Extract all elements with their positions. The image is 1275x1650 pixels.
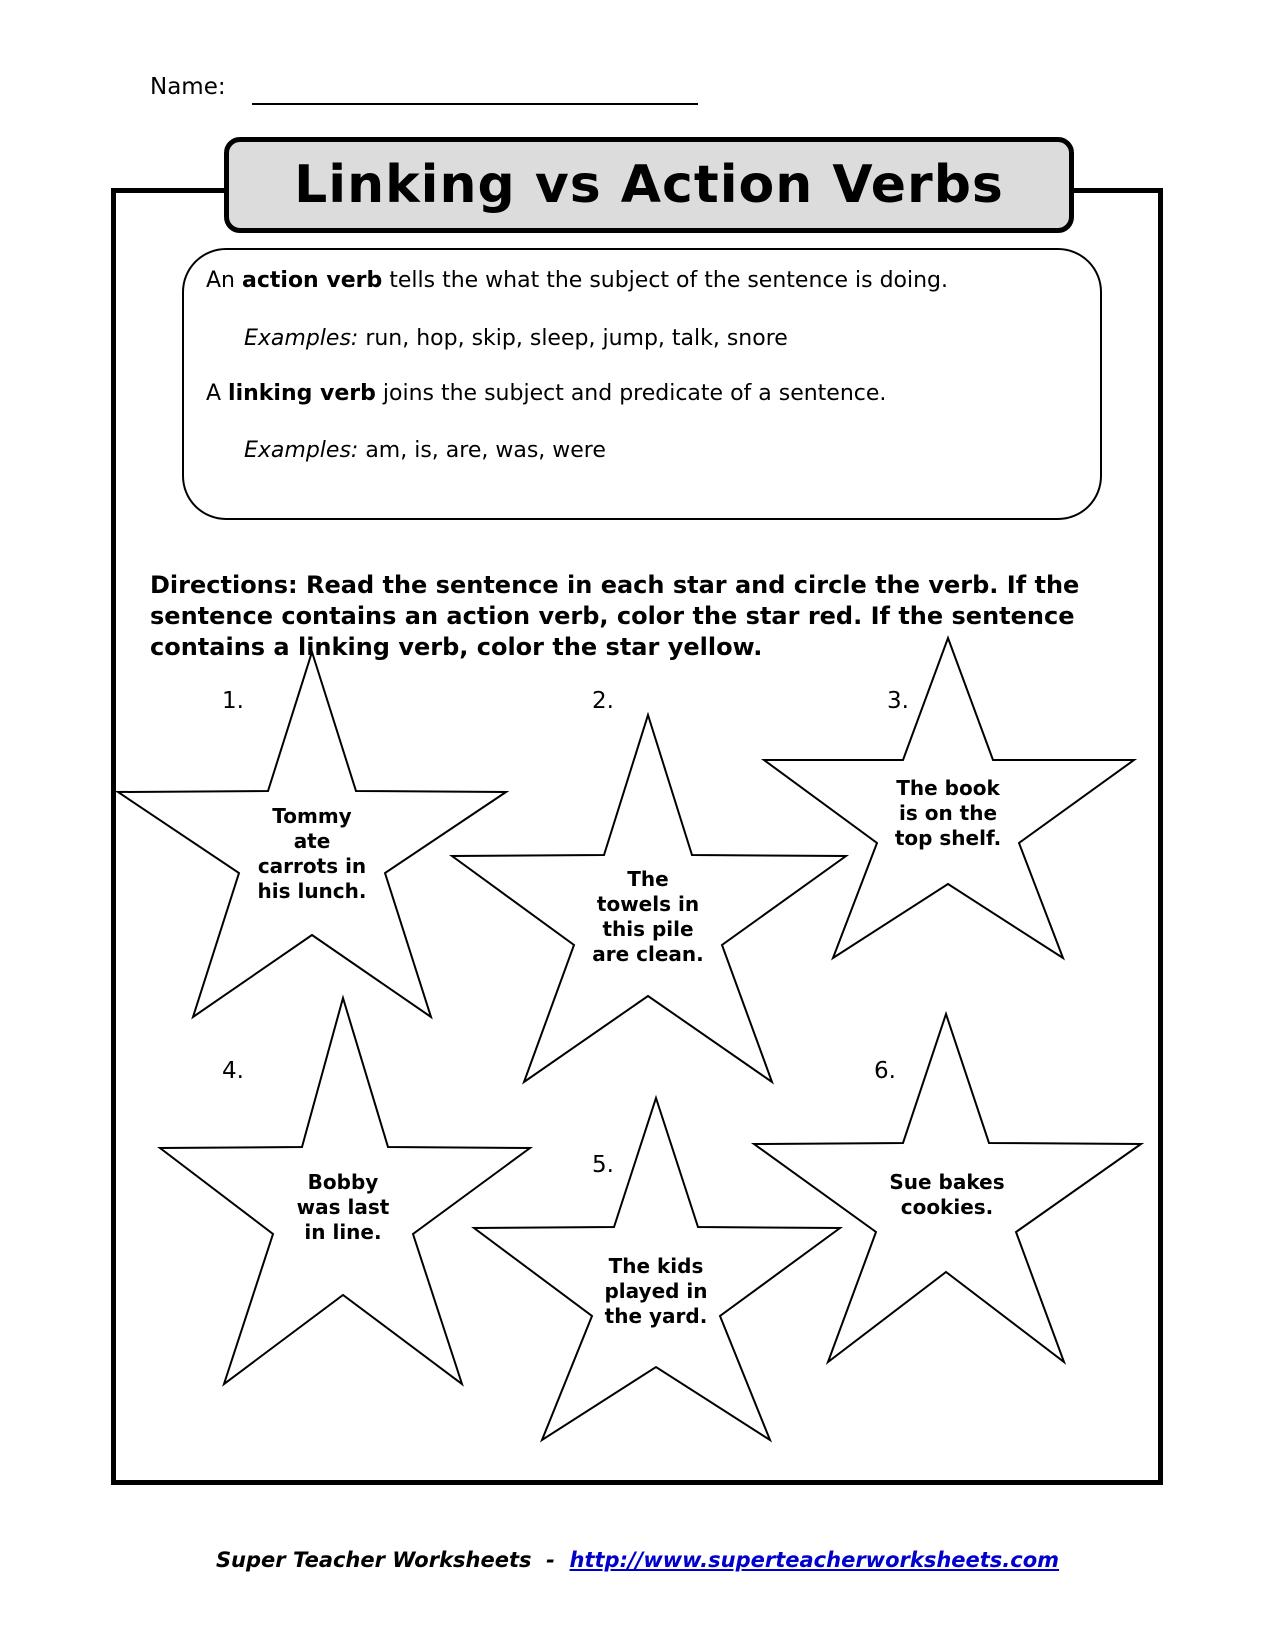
sentence-line: towels in — [596, 892, 700, 916]
sentence-line: this pile — [602, 917, 694, 941]
sentence-line: Sue bakes — [889, 1170, 1005, 1194]
sentence-line: the yard. — [604, 1304, 708, 1328]
star-4-sentence — [263, 1170, 423, 1245]
term-linking-verb: linking verb — [228, 381, 376, 406]
star-1-sentence — [232, 804, 392, 904]
star-number-4: 4. — [222, 1058, 244, 1084]
sentence-line: Tommy — [272, 804, 352, 828]
sentence-line: is on the — [898, 801, 998, 825]
term-action-verb: action verb — [242, 268, 383, 293]
sentence-line: top shelf. — [894, 826, 1002, 850]
footer-site-name: Super Teacher Worksheets — [215, 1548, 532, 1572]
examples-label: Examples: — [244, 326, 359, 351]
examples-label: Examples: — [244, 438, 359, 463]
star-number-2: 2. — [592, 688, 614, 714]
sentence-line: his lunch. — [257, 879, 367, 903]
definition-text: tells the what the subject of the sentence is doing. — [382, 268, 949, 293]
star-number-6: 6. — [874, 1058, 896, 1084]
star-number-5: 5. — [592, 1152, 614, 1178]
star-6-sentence — [862, 1170, 1032, 1220]
sentence-line: carrots in — [257, 854, 367, 878]
sentence-line: The — [627, 867, 669, 891]
name-label: Name: — [150, 74, 226, 100]
page-title: Linking vs Action Verbs — [294, 155, 1004, 215]
sentence-line: Bobby — [307, 1170, 379, 1194]
footer-separator: - — [531, 1548, 570, 1572]
definition-text: A — [206, 381, 229, 406]
star-number-1: 1. — [222, 688, 244, 714]
star-3-sentence — [868, 776, 1028, 851]
examples-list: run, hop, skip, sleep, jump, talk, snore — [358, 326, 788, 351]
definition-text: An — [206, 268, 242, 293]
footer-link[interactable]: http://www.superteacherworksheets.com — [569, 1548, 1060, 1572]
sentence-line: The book — [896, 776, 1000, 800]
definition-text: joins the subject and predicate of a sentence. — [375, 381, 887, 406]
star-number-3: 3. — [887, 688, 909, 714]
star-5-sentence — [571, 1254, 741, 1329]
examples-list: am, is, are, was, were — [358, 438, 606, 463]
sentence-line: in line. — [304, 1220, 382, 1244]
footer — [0, 1548, 1275, 1572]
sentence-line: are clean. — [592, 942, 704, 966]
sentence-line: The kids — [608, 1254, 704, 1278]
directions-text: Directions: Read the sentence in each star and circle the verb. If the sentence contains an action verb, color the star red. If the sentence contains a linking verb, color the star yellow. — [150, 571, 1080, 661]
sentence-line: was last — [296, 1195, 390, 1219]
sentence-line: ate — [293, 829, 331, 853]
sentence-line: played in — [604, 1279, 708, 1303]
star-2-sentence — [568, 867, 728, 967]
sentence-line: cookies. — [900, 1195, 994, 1219]
